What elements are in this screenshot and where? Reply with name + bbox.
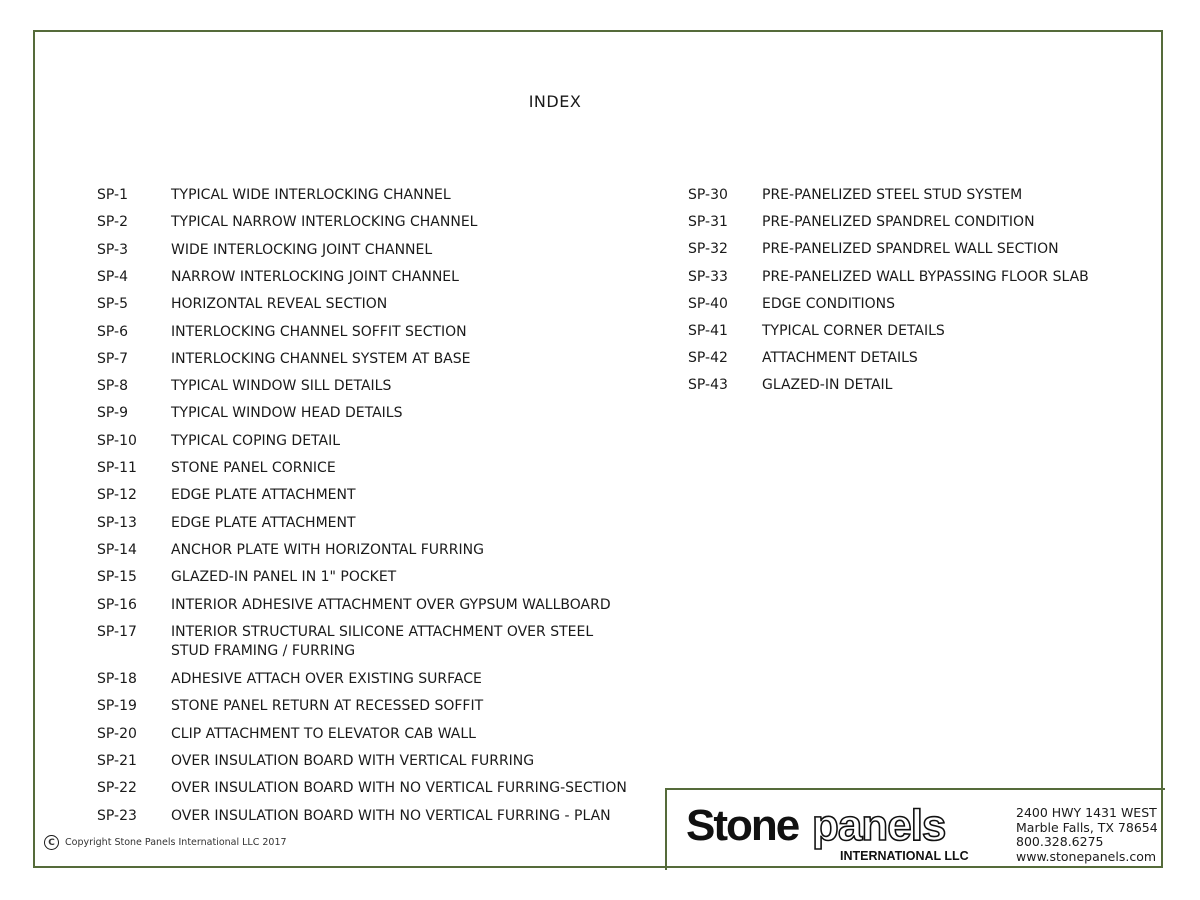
sheet-title-line: INTERLOCKING CHANNEL SYSTEM AT BASE [171,350,471,367]
sheet-title-line: TYPICAL WINDOW HEAD DETAILS [171,405,403,422]
index-entry [688,322,1148,341]
index-entry [97,807,667,826]
index-entry [97,779,667,798]
index-entry [97,670,667,689]
index-entry [97,213,667,232]
index-entry [688,295,1148,314]
sheet-number: SP-43 [688,377,728,394]
sheet-number: SP-3 [97,241,128,258]
sheet-title [171,295,667,314]
sheet-title [762,268,1148,287]
sheet-number: SP-21 [97,753,137,769]
index-entry [97,725,667,744]
index-entry [97,568,667,587]
sheet-number: SP-32 [688,241,728,258]
sheet-title-line: TYPICAL WIDE INTERLOCKING CHANNEL [171,187,451,203]
index-entry [97,623,667,661]
sheet-number: SP-16 [97,596,137,613]
sheet-title-line: OVER INSULATION BOARD WITH NO VERTICAL FURRING - PLAN [171,807,611,824]
index-entry [97,404,667,423]
sheet-title [171,323,667,342]
sheet-number: SP-8 [97,378,128,395]
sheet-number: SP-12 [97,487,137,504]
index-entry [688,186,1148,205]
sheet-title [762,240,1148,259]
sheet-title [171,213,667,232]
sheet-number: SP-18 [97,671,137,688]
sheet-title [171,697,667,716]
sheet-number: SP-9 [97,405,128,422]
sheet-title-line: STONE PANEL CORNICE [171,460,336,476]
sheet-number: SP-31 [688,214,728,231]
sheet-number: SP-20 [97,725,137,742]
sheet-title [171,377,667,396]
sheet-title [171,670,667,689]
sheet-title-line: HORIZONTAL REVEAL SECTION [171,296,388,313]
sheet-title-line: TYPICAL NARROW INTERLOCKING CHANNEL [171,214,478,231]
sheet-title [171,486,667,505]
copyright-text: Copyright Stone Panels International LLC 2017 [65,837,287,848]
sheet-title [171,404,667,423]
website: www.stonepanels.com [1016,848,1157,864]
sheet-title [171,514,667,533]
sheet-title-line: GLAZED-IN DETAIL [762,377,893,394]
index-entry [688,268,1148,287]
sheet-title [762,295,1148,314]
sheet-title-line: CLIP ATTACHMENT TO ELEVATOR CAB WALL [171,725,476,742]
sheet-number: SP-14 [97,541,137,558]
sheet-title-line: GLAZED-IN PANEL IN 1" POCKET [171,569,397,586]
sheet-title [171,541,667,560]
sheet-title [171,725,667,744]
company-address [1016,806,1158,864]
sheet-number: SP-7 [97,350,128,367]
sheet-title [171,241,667,260]
sheet-title-line: TYPICAL WINDOW SILL DETAILS [171,378,392,395]
sheet-title-line: TYPICAL CORNER DETAILS [762,323,945,339]
sheet-title-line: EDGE CONDITIONS [762,295,896,312]
sheet-number: SP-13 [97,514,137,531]
sheet-number: SP-10 [97,432,137,449]
sheet-title-line: PRE-PANELIZED SPANDREL CONDITION [762,214,1035,231]
stonepanels-logo [686,796,976,864]
index-entry [688,376,1148,395]
logo-word-stone: Stone [686,801,799,850]
sheet-number: SP-6 [97,323,128,340]
sheet-title [171,186,667,205]
copyright-icon: C [44,835,59,850]
logo-word-panels: panels [812,801,946,850]
sheet-title-line: EDGE PLATE ATTACHMENT [171,514,356,531]
sheet-title-line: STONE PANEL RETURN AT RECESSED SOFFIT [171,698,484,715]
sheet-title-line: NARROW INTERLOCKING JOINT CHANNEL [171,268,459,285]
sheet-title [171,596,667,615]
sheet-title [171,459,667,478]
index-entry [688,349,1148,368]
index-entry [97,241,667,260]
sheet-title-line: OVER INSULATION BOARD WITH VERTICAL FURRING [171,753,535,769]
copyright-notice [44,835,287,850]
sheet-number: SP-23 [97,807,137,824]
sheet-number: SP-5 [97,296,128,313]
sheet-title [171,568,667,587]
index-entry [97,377,667,396]
sheet-title-line: INTERIOR STRUCTURAL SILICONE ATTACHMENT OVER STEEL [171,623,594,640]
sheet-title [762,322,1148,341]
index-entry [97,514,667,533]
sheet-title-line: OVER INSULATION BOARD WITH NO VERTICAL FURRING-SECTION [171,780,627,797]
sheet-number: SP-33 [688,268,728,285]
sheet-title-line: EDGE PLATE ATTACHMENT [171,487,356,504]
sheet-title-line: ANCHOR PLATE WITH HORIZONTAL FURRING [171,541,484,558]
sheet-title [171,350,667,369]
sheet-number: SP-15 [97,569,137,586]
index-entry [97,350,667,369]
logo-subtitle: INTERNATIONAL LLC [840,849,969,863]
sheet-title [171,623,667,661]
address-line: 2400 HWY 1431 WEST [1016,805,1157,820]
sheet-title-line: WIDE INTERLOCKING JOINT CHANNEL [171,241,433,258]
sheet-title [171,752,667,771]
page-title: INDEX [528,92,582,111]
index-entry [97,596,667,615]
index-entry [97,459,667,478]
sheet-title [762,213,1148,232]
sheet-number: SP-19 [97,698,137,715]
index-entry [97,268,667,287]
index-entry [97,541,667,560]
sheet-title-line: INTERLOCKING CHANNEL SOFFIT SECTION [171,323,467,340]
sheet-title-line: ATTACHMENT DETAILS [762,350,918,367]
index-entry [97,186,667,205]
sheet-number: SP-42 [688,350,728,367]
sheet-title [762,186,1148,205]
sheet-title [171,807,667,826]
index-entry [688,240,1148,259]
sheet-number: SP-41 [688,323,728,339]
sheet-number: SP-30 [688,187,728,203]
sheet-number: SP-17 [97,623,137,640]
sheet-title-line: TYPICAL COPING DETAIL [171,432,341,449]
index-entry [97,323,667,342]
index-entry [97,295,667,314]
sheet-title-line: PRE-PANELIZED WALL BYPASSING FLOOR SLAB [762,268,1089,285]
index-entry [97,697,667,716]
sheet-title-line: ADHESIVE ATTACH OVER EXISTING SURFACE [171,671,482,688]
sheet-title-line: PRE-PANELIZED STEEL STUD SYSTEM [762,187,1023,203]
sheet-number: SP-22 [97,780,137,797]
sheet-title [762,376,1148,395]
sheet-title [171,268,667,287]
phone-number: 800.328.6275 [1016,834,1104,849]
sheet-number: SP-1 [97,187,128,203]
sheet-number: SP-2 [97,214,128,231]
address-line: Marble Falls, TX 78654 [1016,819,1158,835]
sheet-number: SP-4 [97,268,128,285]
index-entry [688,213,1148,232]
index-entry [97,486,667,505]
index-entry [97,752,667,771]
sheet-title [171,432,667,451]
sheet-title [171,779,667,798]
sheet-title-line: PRE-PANELIZED SPANDREL WALL SECTION [762,241,1059,258]
sheet-title [762,349,1148,368]
sheet-title-line: STUD FRAMING / FURRING [171,642,356,659]
sheet-number: SP-40 [688,295,728,312]
sheet-number: SP-11 [97,460,137,476]
index-entry [97,432,667,451]
sheet-title-line: INTERIOR ADHESIVE ATTACHMENT OVER GYPSUM WALLBOARD [171,596,611,613]
